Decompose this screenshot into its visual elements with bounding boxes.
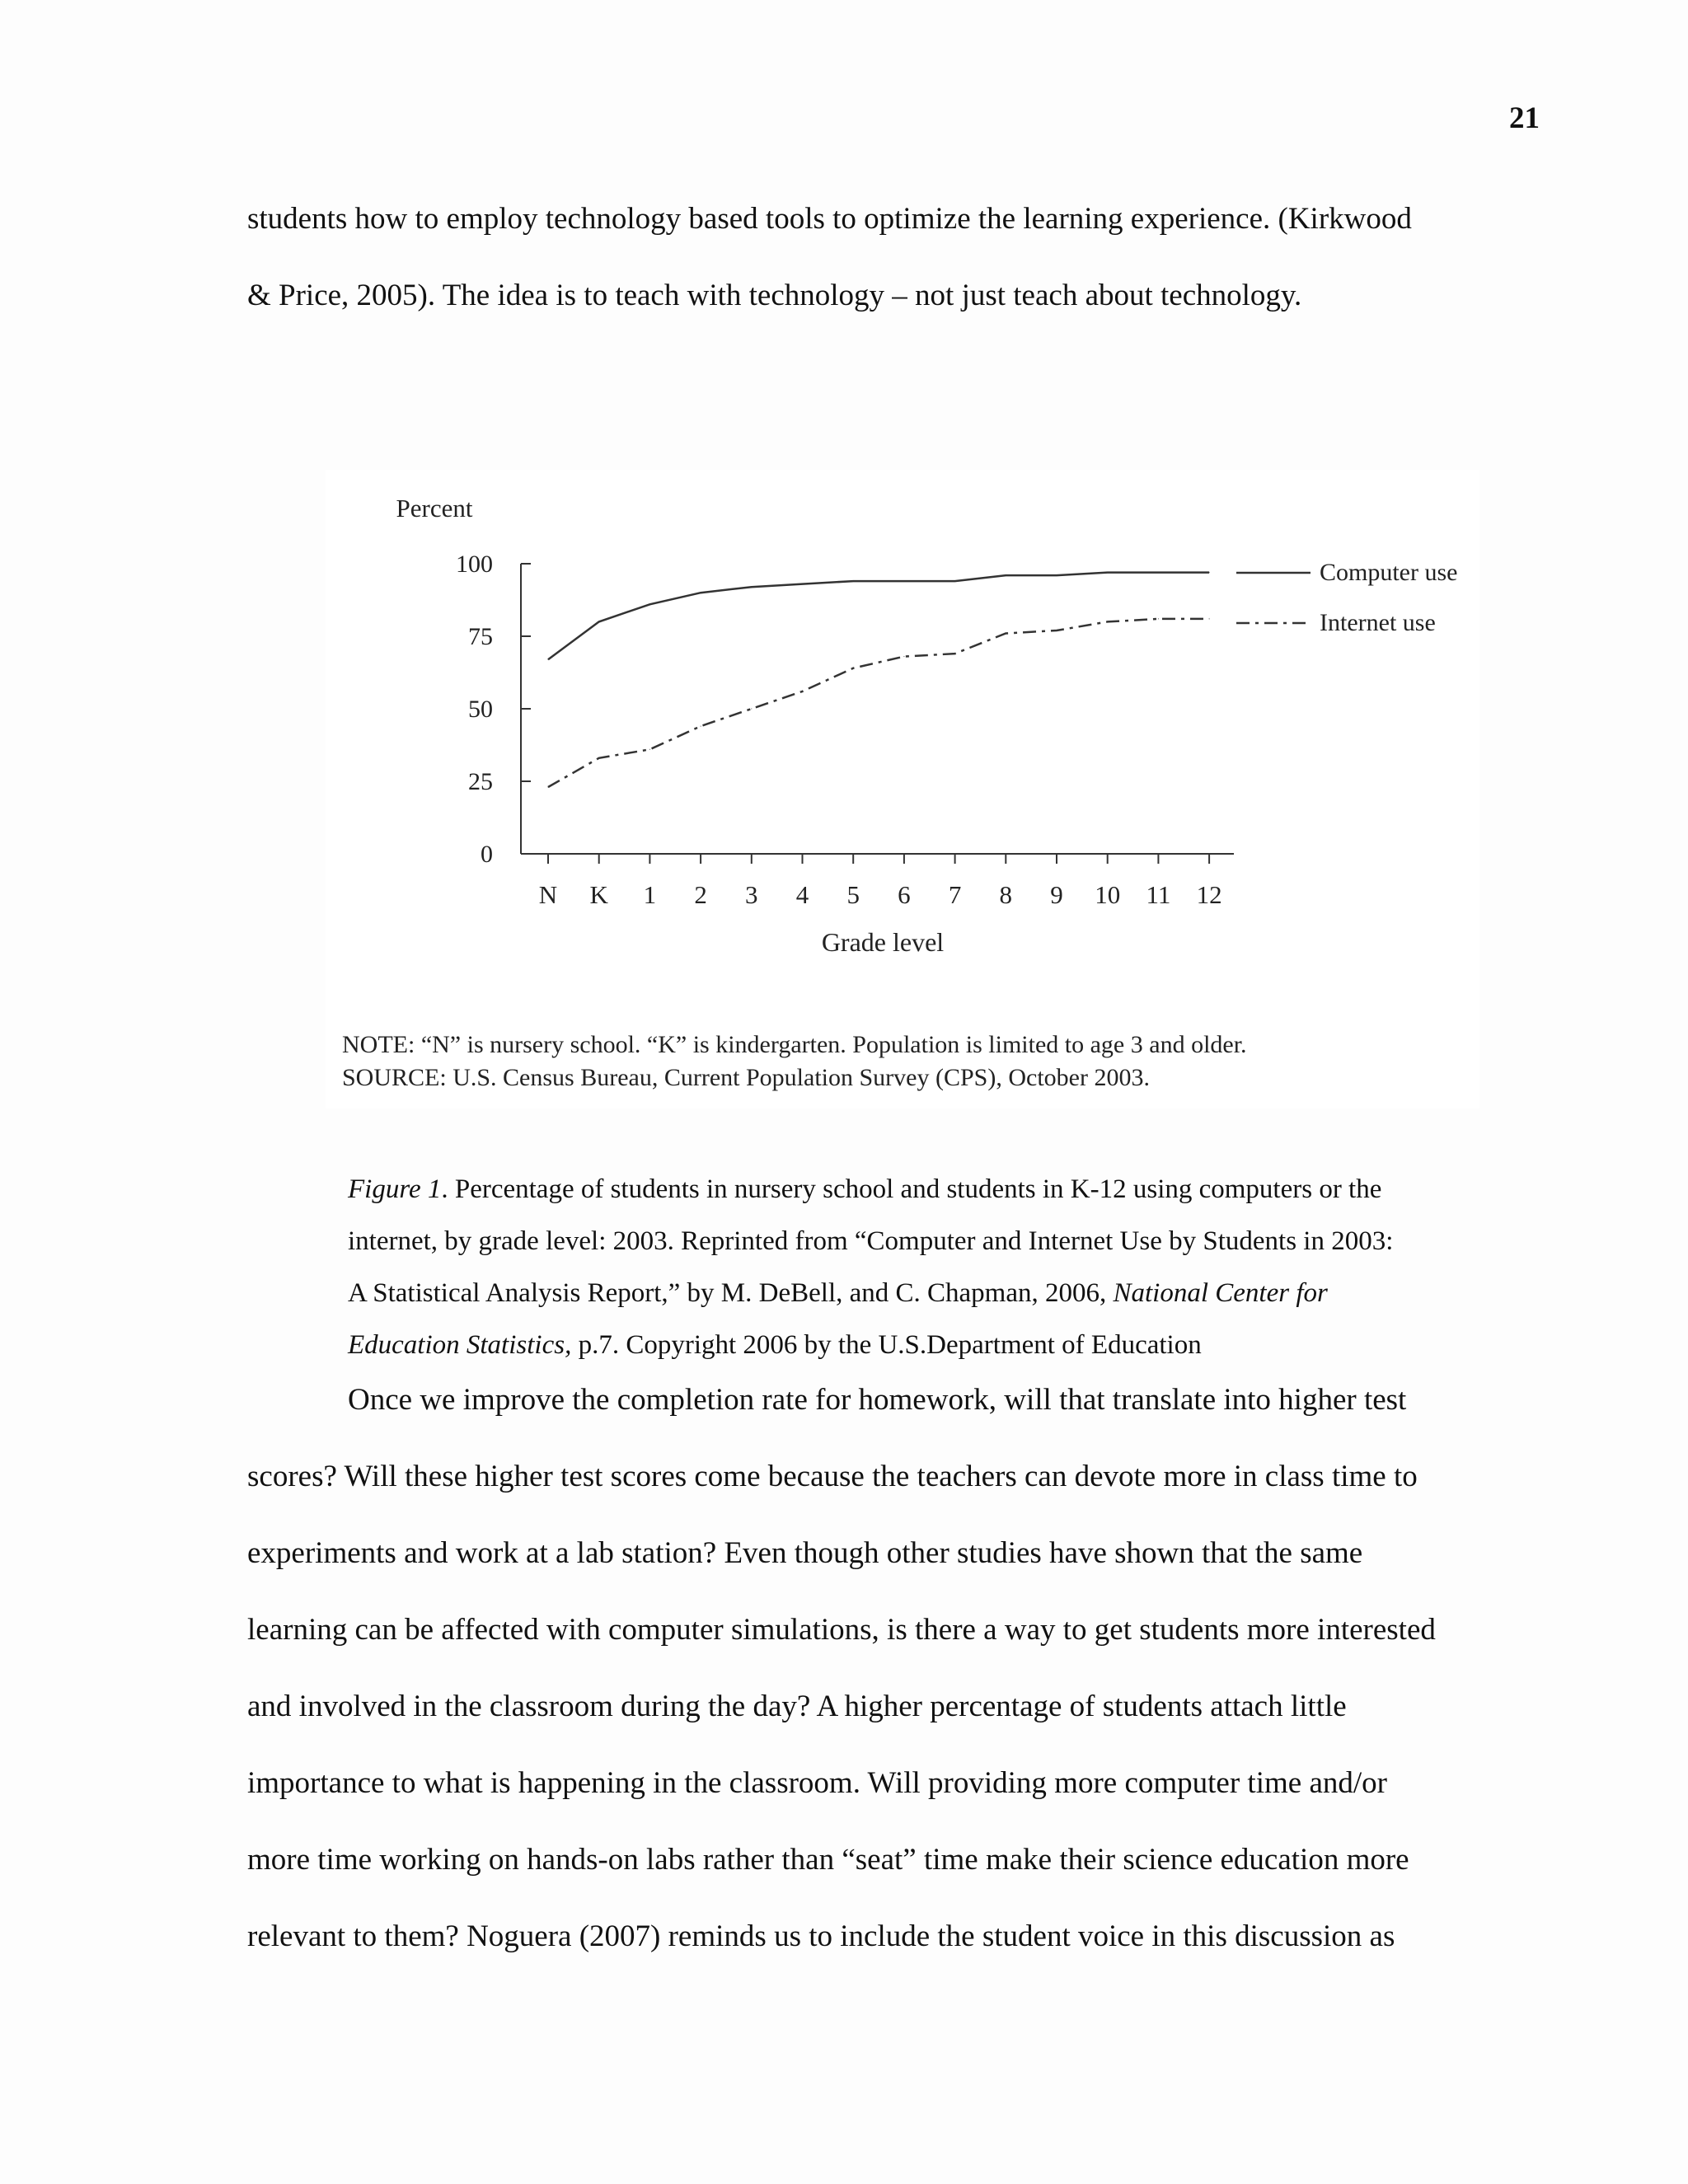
paragraph-line: experiments and work at a lab station? Even though other studies have shown that the same bbox=[247, 1536, 1363, 1570]
series-line-0 bbox=[548, 573, 1209, 660]
data-point bbox=[1158, 572, 1159, 573]
figure-note bbox=[342, 1029, 1247, 1094]
x-tick-label: 10 bbox=[1095, 880, 1121, 909]
y-tick-label: 0 bbox=[481, 841, 493, 868]
legend-label: Internet use bbox=[1320, 609, 1436, 636]
line-chart bbox=[326, 470, 1479, 1022]
series-lines bbox=[548, 572, 1210, 787]
paragraph-line: scores? Will these higher test scores come because the teachers can devote more in class time to bbox=[247, 1460, 1418, 1493]
caption-journal: Education Statistics, bbox=[348, 1330, 572, 1360]
paragraph-line: & Price, 2005). The idea is to teach with technology – not just teach about technology. bbox=[247, 279, 1302, 312]
data-point bbox=[598, 621, 599, 622]
data-point bbox=[954, 581, 955, 582]
x-tick-label: 7 bbox=[948, 880, 962, 909]
source-line: SOURCE: U.S. Census Bureau, Current Population Survey (CPS), October 2003. bbox=[342, 1064, 1150, 1091]
caption-line bbox=[348, 1268, 1551, 1319]
data-point bbox=[751, 587, 752, 588]
page-number: 21 bbox=[1509, 101, 1540, 135]
data-point bbox=[802, 583, 803, 584]
data-point bbox=[1107, 572, 1108, 573]
x-tick-label: N bbox=[538, 880, 558, 909]
y-tick-label: 50 bbox=[468, 696, 493, 723]
data-point bbox=[853, 581, 854, 582]
paragraph-line: relevant to them? Noguera (2007) reminds us to include the student voice in this discussion as bbox=[247, 1919, 1395, 1953]
x-tick-label: 2 bbox=[694, 880, 707, 909]
caption-text: . Percentage of students in nursery school and students in K-12 using computers or the bbox=[441, 1174, 1382, 1204]
note-line: NOTE: “N” is nursery school. “K” is kindergarten. Population is limited to age 3 and older. bbox=[342, 1031, 1247, 1058]
series-line-1 bbox=[548, 619, 1209, 787]
x-tick-label: 6 bbox=[898, 880, 911, 909]
legend-label: Computer use bbox=[1320, 559, 1458, 586]
paragraph-line: and involved in the classroom during the day? A higher percentage of students attach little bbox=[247, 1690, 1347, 1723]
x-axis-label: Grade level bbox=[821, 927, 945, 957]
caption-journal: National Center for bbox=[1113, 1278, 1328, 1308]
x-tick-label: K bbox=[589, 880, 608, 909]
x-tick-label: 5 bbox=[846, 880, 860, 909]
y-tick-label: 100 bbox=[456, 551, 493, 578]
y-tick-label: 25 bbox=[468, 768, 493, 795]
data-point bbox=[649, 749, 650, 750]
figure-label: Figure 1 bbox=[348, 1174, 442, 1204]
x-tick-label: 9 bbox=[1050, 880, 1063, 909]
paragraph-line: more time working on hands-on labs rather than “seat” time make their science education more bbox=[247, 1843, 1409, 1877]
caption-text: A Statistical Analysis Report,” by M. DeBell, and C. Chapman, 2006, bbox=[348, 1278, 1114, 1308]
x-tick-label: 11 bbox=[1146, 880, 1171, 909]
data-point bbox=[548, 787, 549, 788]
y-tick-label: 75 bbox=[468, 623, 493, 650]
paragraph-line: importance to what is happening in the classroom. Will providing more computer time and/or bbox=[247, 1766, 1387, 1800]
paragraph-line: learning can be affected with computer simulations, is there a way to get students more interested bbox=[247, 1613, 1436, 1647]
body-paragraph bbox=[247, 1361, 1550, 1975]
data-point bbox=[548, 659, 549, 660]
data-point bbox=[1209, 572, 1210, 573]
intro-paragraph bbox=[247, 180, 1550, 334]
data-point bbox=[903, 581, 904, 582]
data-point bbox=[1107, 621, 1108, 622]
y-axis-label: Percent bbox=[396, 494, 473, 523]
legend bbox=[1236, 559, 1457, 636]
data-point bbox=[1158, 618, 1159, 619]
figure bbox=[326, 470, 1479, 1108]
data-point bbox=[903, 656, 904, 657]
x-tick-label: 4 bbox=[795, 880, 809, 909]
paragraph-line: Once we improve the completion rate for homework, will that translate into higher test bbox=[348, 1383, 1407, 1417]
caption-line: internet, by grade level: 2003. Reprinted from “Computer and Internet Use by Students in 2003: bbox=[348, 1226, 1394, 1256]
axes bbox=[456, 551, 1234, 909]
x-tick-label: 1 bbox=[643, 880, 657, 909]
caption-text: p.7. Copyright 2006 by the U.S.Department of Education bbox=[571, 1330, 1202, 1360]
figure-caption bbox=[348, 1164, 1551, 1371]
data-point bbox=[751, 709, 752, 710]
paragraph-line: students how to employ technology based tools to optimize the learning experience. (Kirkwood bbox=[247, 202, 1412, 236]
data-point bbox=[649, 604, 650, 605]
x-tick-label: 12 bbox=[1196, 880, 1222, 909]
data-point bbox=[1209, 618, 1210, 619]
x-tick-label: 3 bbox=[745, 880, 758, 909]
data-point bbox=[598, 757, 599, 758]
x-tick-label: 8 bbox=[999, 880, 1013, 909]
caption-line bbox=[348, 1164, 1551, 1216]
